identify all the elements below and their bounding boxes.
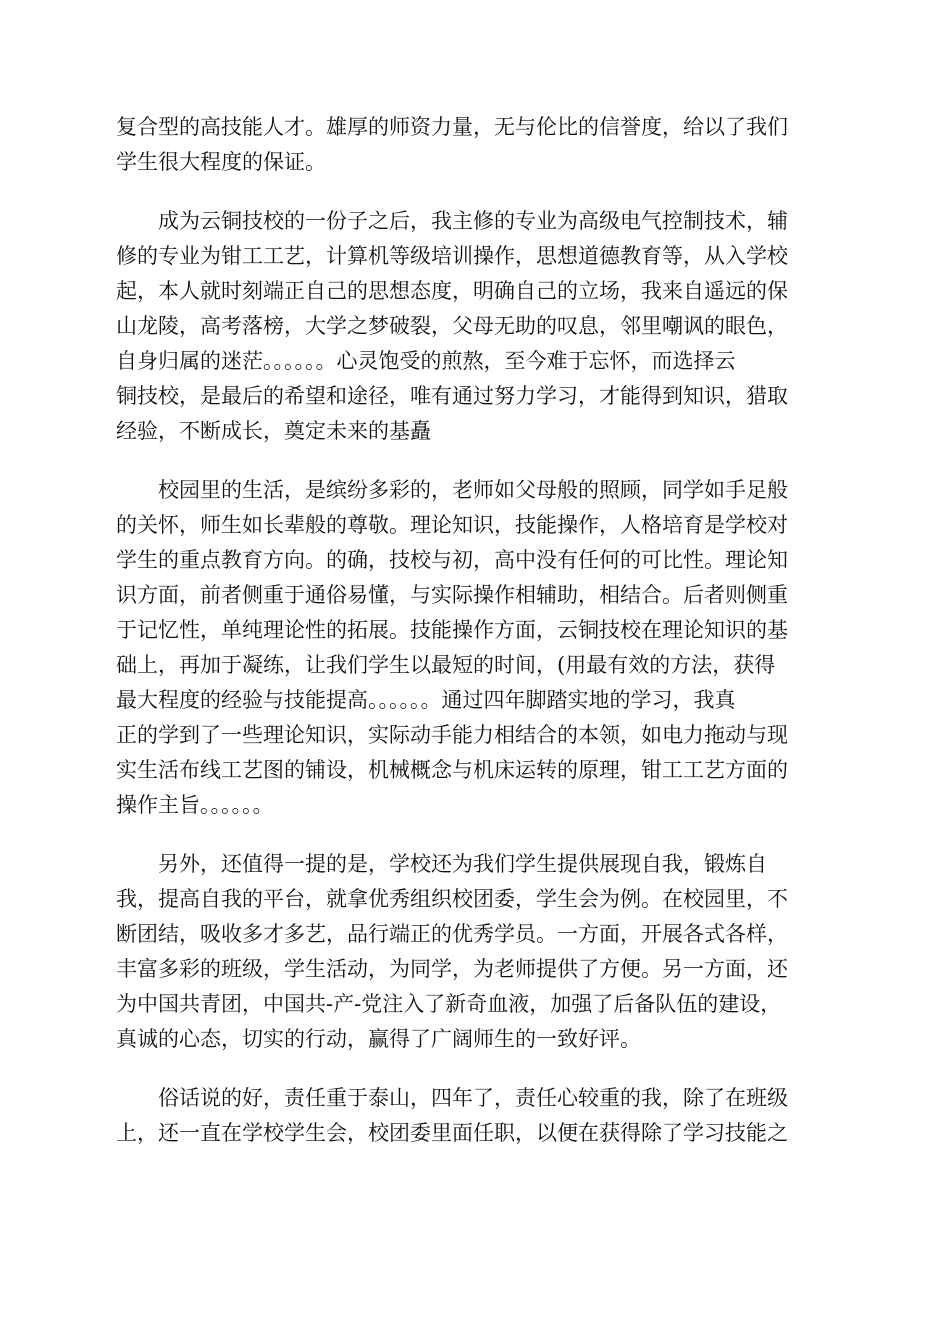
text-line: 为中国共青团，中国共-产-党注入了新奇血液，加强了后备队伍的建设， (116, 992, 782, 1016)
text-line: 校园里的生活，是缤纷多彩的，老师如父母般的照顾，同学如手足般 (116, 478, 788, 502)
text-line: 俗话说的好，责任重于泰山，四年了，责任心较重的我，除了在班级 (116, 1086, 788, 1110)
paragraph-2 (116, 204, 836, 449)
text-line: 础上，再加于凝练，让我们学生以最短的时间，(用最有效的方法，获得 (116, 653, 776, 677)
text-line: 我，提高自我的平台，就拿优秀组织校团委，学生会为例。在校园里，不 (116, 887, 788, 911)
text-line: 成为云铜技校的一份子之后，我主修的专业为高级电气控制技术，辅 (116, 209, 788, 233)
text-line: 山龙陵，高考落榜，大学之梦破裂，父母无助的叹息，邻里嘲讽的眼色， (116, 314, 788, 338)
text-line: 于记忆性，单纯理论性的拓展。技能操作方面，云铜技校在理论知识的基 (116, 618, 788, 642)
text-line: 正的学到了一些理论知识，实际动手能力相结合的本领，如电力拖动与现 (116, 723, 788, 747)
text-line: 起，本人就时刻端正自己的思想态度，明确自己的立场，我来自遥远的保 (116, 279, 788, 303)
text-line: 断团结，吸收多才多艺，品行端正的优秀学员。一方面，开展各式各样， (116, 922, 788, 946)
text-line: 复合型的高技能人才。雄厚的师资力量，无与伦比的信誉度，给以了我们 (116, 115, 788, 139)
text-line: 经验，不断成长，奠定未来的基矗 (116, 419, 431, 443)
text-line: 的关怀，师生如长辈般的尊敬。理论知识，技能操作，人格培育是学校对 (116, 513, 788, 537)
text-line: 修的专业为钳工工艺，计算机等级培训操作，思想道德教育等，从入学校 (116, 244, 788, 268)
text-line: 实生活布线工艺图的铺设，机械概念与机床运转的原理，钳工工艺方面的 (116, 758, 788, 782)
text-line: 真诚的心态，切实的行动，赢得了广阔师生的一致好评。 (116, 1027, 641, 1051)
text-line: 操作主旨。。。。。。 (116, 793, 274, 817)
text-line: 自身归属的迷茫。。。。。。心灵饱受的煎熬，至今难于忘怀，而选择云 (116, 349, 736, 373)
paragraph-4 (116, 847, 836, 1057)
text-line: 识方面，前者侧重于通俗易懂，与实际操作相辅助，相结合。后者则侧重 (116, 583, 788, 607)
text-line: 学生的重点教育方向。的确，技校与初，高中没有任何的可比性。理论知 (116, 548, 788, 572)
text-line: 最大程度的经验与技能提高。。。。。。通过四年脚踏实地的学习，我真 (116, 688, 736, 712)
text-line: 丰富多彩的班级，学生活动，为同学，为老师提供了方便。另一方面，还 (116, 957, 788, 981)
text-line: 另外，还值得一提的是，学校还为我们学生提供展现自我，锻炼自 (116, 852, 767, 876)
document-body (116, 110, 836, 1175)
paragraph-1 (116, 110, 836, 180)
text-line: 学生很大程度的保证。 (116, 150, 326, 174)
text-line: 铜技校，是最后的希望和途径，唯有通过努力学习，才能得到知识，猎取 (116, 384, 788, 408)
paragraph-5 (116, 1081, 836, 1151)
paragraph-3 (116, 473, 836, 823)
text-line: 上，还一直在学校学生会，校团委里面任职，以便在获得除了学习技能之 (116, 1121, 788, 1145)
